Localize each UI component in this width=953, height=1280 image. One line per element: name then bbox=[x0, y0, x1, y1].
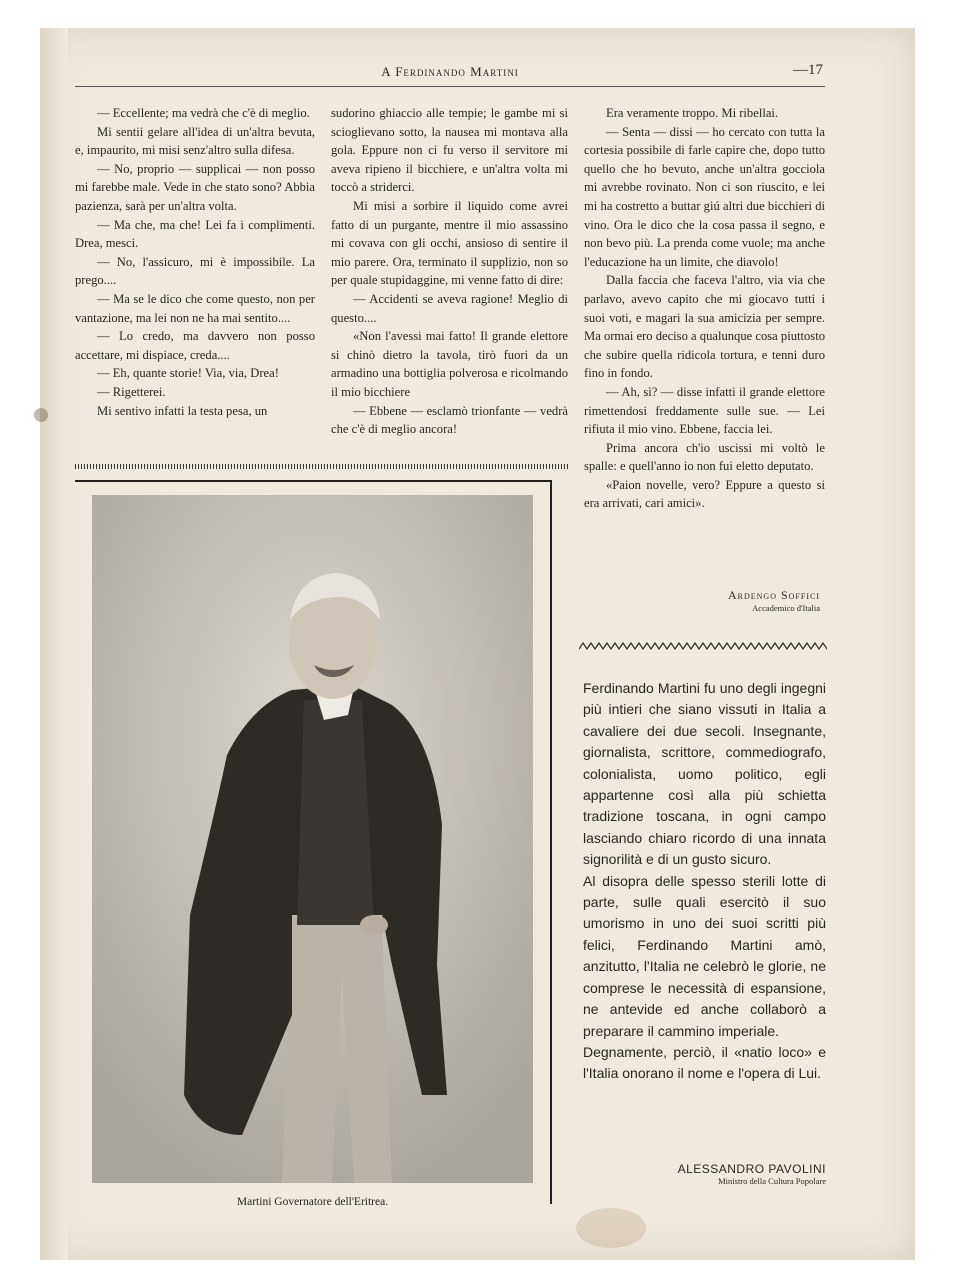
paragraph: — Rigetterei. bbox=[97, 384, 166, 399]
photo-caption: Martini Governatore dell'Eritrea. bbox=[236, 1196, 389, 1208]
paragraph: — Eh, quante storie! Via, via, Drea! bbox=[97, 366, 279, 381]
paragraph: — No, proprio — supplicai — non posso mi farebbe male. Vede in che stato sono? Abbia pazienza, sarà per un'altra volta. bbox=[75, 161, 315, 213]
paragraph: — Ma che, ma che! Lei fa i complimenti. Drea, mesci. bbox=[75, 217, 315, 251]
paragraph: «Non l'avessi mai fatto! Il grande elettore si chinò dietro la tavola, tirò fuori da un armadino una bottiglia polverosa e ricolmando il mio bicchiere bbox=[331, 329, 568, 399]
paragraph: — Eccellente; ma vedrà che c'è di meglio. bbox=[97, 106, 310, 120]
hatched-rule bbox=[75, 464, 569, 469]
running-header bbox=[75, 60, 825, 87]
paragraph: — Ma se le dico che come questo, non per vantazione, ma lei non ne ha mai sentito.... bbox=[75, 291, 315, 325]
paragraph: — No, l'assicuro, mi è impossibile. La prego.... bbox=[75, 254, 315, 288]
paragraph: Mi sentivo infatti la testa pesa, un bbox=[97, 403, 268, 418]
paragraph: — Lo credo, ma davvero non posso accettare, mi dispiace, creda.... bbox=[75, 329, 315, 362]
paragraph: — Accidenti se aveva ragione! Meglio di questo.... bbox=[331, 291, 568, 325]
paragraph: Mi sentii gelare all'idea di un'altra bevuta, e, impaurito, mi misi senz'altro sulla difesa. bbox=[75, 124, 315, 158]
notice-paragraph: Al disopra delle spesso sterili lotte di parte, sulle quali esercitò il suo umorismo in uno dei suoi scritti più felici, Ferdinando Martini amò, anzitutto, l'Italia ne celebrò le glorie, ne comprese le necessità di espansione, ne antevide ed anche collaborò a preparare il cammino imperiale. bbox=[583, 872, 826, 1039]
zigzag-divider bbox=[579, 640, 827, 652]
notice-paragraph: Degnamente, perciò, il «natio loco» e l'Italia onorano il nome e l'opera di Lui. bbox=[583, 1043, 826, 1082]
paragraph: Prima ancora ch'io uscissi mi voltò le spalle: e quell'anno io non fui eletto deputato. bbox=[584, 440, 825, 474]
running-title: A Ferdinando Martini bbox=[381, 64, 519, 79]
paper-hole bbox=[34, 408, 48, 422]
notice-signature bbox=[640, 1162, 826, 1186]
author-title: Accademico d'Italia bbox=[752, 603, 820, 613]
paper-stain bbox=[576, 1208, 646, 1248]
text-column-3 bbox=[584, 104, 825, 513]
paragraph: — Senta — dissi — ho cercato con tutta la cortesia possibile di farle capire che, dopo tutto quello che ho bevuto, anche un'altra gocciola mi avrebbe rovinato. Non ci son riuscito, e lei mi ha costretto a buttar giú altri due bicchieri di vino. Ora le dico che la cosa passa il segno, e non bevo più. La prenda come vuole; ma anche l'educazione ha un limite, che diavolo! bbox=[584, 124, 825, 269]
page-binding-edge bbox=[40, 28, 68, 1260]
paragraph: «Paion novelle, vero? Eppure a questo si era arrivati, cari amici». bbox=[584, 477, 825, 511]
notice-paragraph: Ferdinando Martini fu uno degli ingegni più intieri che siano vissuti in Italia a cavaliere dei due secoli. Insegnante, giornalista, scrittore, commediografo, colonialista, uomo politico, egli appartenne così alla più schietta tradizione toscana, in ogni campo lasciando chiaro ricordo di una innata signorilità e di un gusto sicuro. bbox=[583, 680, 826, 868]
author-signature bbox=[660, 588, 820, 613]
paragraph: Dalla faccia che faceva l'altro, via via che parlavo, avevo capito che mi giocavo tutti i suoi voti, e magari la sua amicizia per sempre. Ma ormai ero deciso a qualunque cosa piuttosto che subire quella ridicola tortura, e tenni duro fino in fondo. bbox=[584, 273, 825, 381]
paragraph: — Ebbene — esclamò trionfante — vedrà che c'è di meglio ancora! bbox=[331, 403, 568, 437]
portrait-photo bbox=[92, 495, 533, 1183]
page-number: —17 bbox=[793, 62, 823, 78]
paragraph: Mi misi a sorbire il liquido come avrei fatto di un purgante, mentre il mio assassino mi covava con gli occhi, ansioso di sentire il mio parere. Ora, terminato il supplizio, non so per quale stupidaggine, mi venne fatto di dire: bbox=[331, 198, 568, 288]
paragraph: Era veramente troppo. Mi ribellai. bbox=[606, 106, 779, 120]
notice-author-name: ALESSANDRO PAVOLINI bbox=[677, 1162, 826, 1176]
tribute-notice bbox=[583, 678, 826, 1085]
paragraph: — Ah, sì? — disse infatti il grande elettore rimettendosi freddamente sulle sue. — Lei rifiuta il mio vino. Ebbene, faccia lei. bbox=[584, 384, 825, 437]
notice-author-title: Ministro della Cultura Popolare bbox=[718, 1176, 826, 1186]
portrait-figure bbox=[92, 495, 533, 1183]
text-column-1 bbox=[75, 104, 315, 420]
author-name: Ardengo Soffici bbox=[727, 588, 820, 602]
paragraph: sudorino ghiaccio alle tempie; le gambe mi si scioglievano sotto, la nausea mi montava alla gola. Eppure non ci fu verso il servitore mi aveva ripieno il bicchiere, e un'altra volta mi toccò a striderci. bbox=[331, 106, 568, 195]
text-column-2 bbox=[331, 104, 568, 439]
